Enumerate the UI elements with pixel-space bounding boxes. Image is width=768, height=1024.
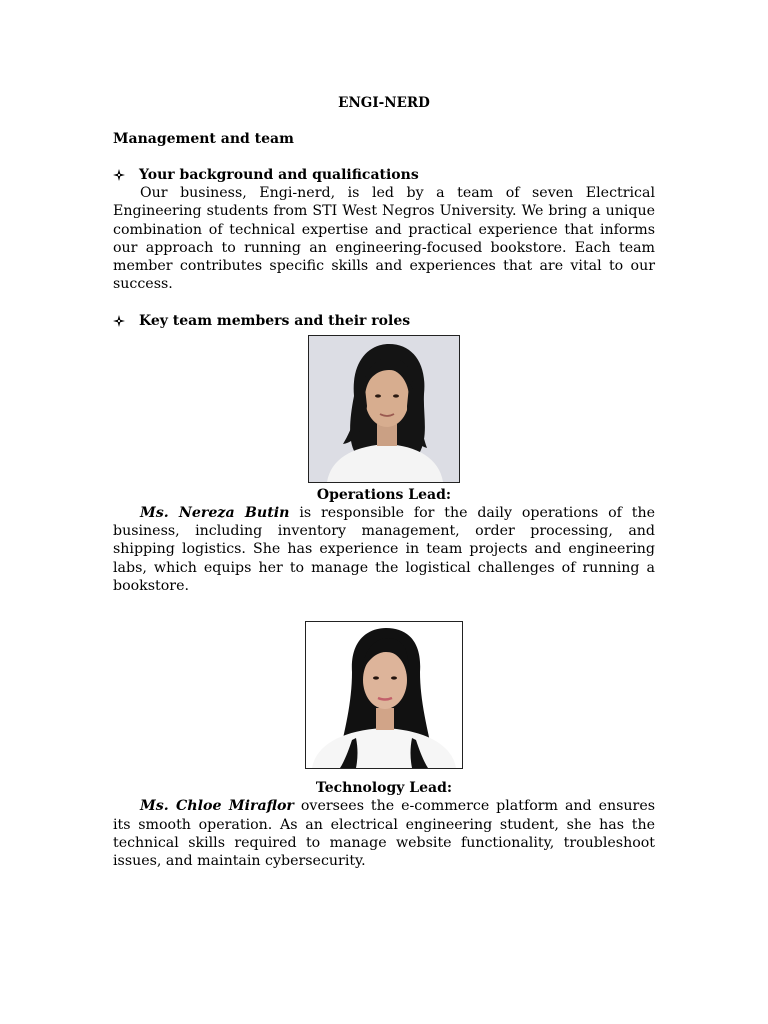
document-page: [113, 94, 655, 870]
member-2-photo-wrap: [113, 621, 655, 769]
background-heading-text: Your background and qualifications: [139, 167, 419, 183]
member-1-description: is responsible for the daily operations of the business, including inventory management, order processing, and shipping logistics. She has experience in team projects and engineering labs, which equips her to manage the logistical challenges of running a bookstore.: [113, 504, 655, 594]
team-heading: [113, 312, 655, 330]
member-1-photo-wrap: [113, 335, 655, 483]
member-1-role: Operations Lead:: [316, 486, 452, 503]
background-paragraph: Our business, Engi-nerd, is led by a team of seven Electrical Engineering students from STI West Negros University. We bring a unique combination of technical expertise and practical experience that informs our approach to running an engineering-focused bookstore. Each team member contributes specific skills and experiences that are vital to our success.: [113, 185, 655, 293]
background-heading: [113, 166, 655, 184]
document-title: ENGI-NERD: [338, 95, 430, 111]
member-1-name: Ms. Nereza Butin: [140, 504, 290, 521]
diamond-bullet-icon: [113, 315, 139, 327]
member-2-paragraph: [113, 797, 655, 870]
team-heading-text: Key team members and their roles: [139, 312, 411, 329]
member-1-photo: [308, 335, 460, 483]
member-2-name: Ms. Chloe Miraflor: [140, 798, 294, 815]
member-2-description: oversees the e-commerce platform and ensures its smooth operation. As an electrical engineering student, she has the technical skills required to manage website functionality, troubleshoot issues, and maintain cybersecurity.: [113, 798, 655, 870]
member-1-paragraph: [113, 504, 655, 595]
member-2-photo: [305, 621, 463, 769]
member-2-role: Technology Lead:: [315, 780, 453, 797]
diamond-bullet-icon: [113, 169, 139, 181]
section-heading: Management and team: [113, 131, 294, 147]
